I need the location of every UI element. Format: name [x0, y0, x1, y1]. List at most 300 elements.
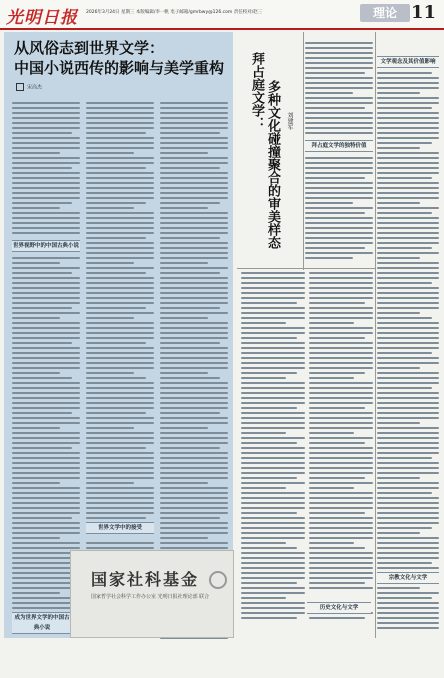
text-line	[309, 352, 373, 354]
text-line	[12, 477, 80, 479]
text-line	[86, 427, 134, 429]
text-line	[12, 452, 80, 454]
text-line	[12, 377, 72, 379]
text-line	[241, 337, 297, 339]
text-line	[305, 92, 353, 94]
text-line	[12, 547, 80, 549]
text-line	[241, 287, 305, 289]
text-line	[86, 417, 154, 419]
text-line	[160, 447, 220, 449]
text-line	[241, 407, 297, 409]
text-line	[309, 312, 373, 314]
text-line	[241, 572, 305, 574]
text-line	[86, 117, 154, 119]
text-line	[377, 237, 439, 239]
text-line	[241, 577, 305, 579]
text-line	[377, 497, 439, 499]
text-line	[12, 107, 80, 109]
text-line	[86, 112, 154, 114]
text-line	[160, 367, 228, 369]
text-line	[377, 387, 432, 389]
text-line	[377, 372, 439, 374]
text-line	[160, 202, 220, 204]
text-line	[309, 477, 365, 479]
text-line	[241, 522, 305, 524]
text-line	[241, 612, 305, 614]
text-line	[160, 122, 228, 124]
text-line	[377, 217, 439, 219]
text-line	[309, 557, 373, 559]
subhead-1: 世界视野中的中国古典小说	[12, 240, 80, 252]
text-line	[86, 172, 154, 174]
text-line	[377, 102, 439, 104]
text-line	[377, 472, 439, 474]
right-intro-column	[305, 42, 373, 262]
text-line	[309, 587, 373, 589]
text-line	[377, 422, 420, 424]
text-line	[309, 387, 373, 389]
text-line	[305, 252, 373, 254]
text-line	[86, 212, 154, 214]
text-line	[377, 492, 432, 494]
text-line	[377, 552, 439, 554]
text-line	[160, 247, 228, 249]
text-line	[309, 362, 373, 364]
author-name: 宋高杰	[27, 84, 43, 91]
column-rule	[303, 32, 304, 270]
text-line	[160, 487, 228, 489]
text-line	[241, 562, 305, 564]
text-line	[160, 227, 228, 229]
text-line	[309, 447, 373, 449]
text-line	[12, 447, 72, 449]
text-line	[86, 152, 134, 154]
text-line	[160, 492, 228, 494]
text-line	[160, 467, 228, 469]
text-line	[241, 317, 305, 319]
text-line	[377, 252, 439, 254]
text-line	[12, 157, 80, 159]
text-line	[160, 277, 228, 279]
text-line	[377, 592, 439, 594]
text-line	[305, 167, 373, 169]
text-line	[241, 497, 305, 499]
text-line	[160, 182, 228, 184]
text-line	[160, 307, 220, 309]
text-line	[309, 517, 373, 519]
text-line	[377, 127, 439, 129]
text-line	[377, 302, 439, 304]
text-line	[86, 542, 154, 544]
text-line	[377, 397, 439, 399]
text-line	[12, 427, 60, 429]
text-line	[241, 447, 305, 449]
text-line	[377, 337, 439, 339]
text-line	[377, 462, 439, 464]
text-line	[305, 112, 373, 114]
text-line	[12, 417, 80, 419]
text-line	[309, 562, 373, 564]
text-line	[12, 387, 80, 389]
column-rule	[375, 32, 376, 638]
text-line	[309, 577, 373, 579]
text-line	[377, 137, 439, 139]
text-line	[160, 317, 208, 319]
text-line	[160, 372, 208, 374]
text-line	[309, 427, 373, 429]
right-text-column-3	[377, 42, 439, 632]
text-line	[86, 372, 134, 374]
text-line	[377, 467, 439, 469]
text-line	[12, 217, 80, 219]
text-line	[86, 467, 154, 469]
text-line	[160, 402, 228, 404]
text-line	[377, 247, 432, 249]
text-line	[241, 517, 305, 519]
text-line	[86, 127, 154, 129]
text-line	[160, 457, 228, 459]
text-line	[12, 177, 80, 179]
text-line	[377, 207, 439, 209]
text-line	[86, 192, 154, 194]
text-line	[12, 537, 60, 539]
text-line	[12, 287, 80, 289]
text-line	[12, 587, 72, 589]
text-line	[160, 462, 228, 464]
text-line	[241, 297, 305, 299]
fund-subtitle: 国家哲学社会科学工作办公室 光明日报社理论部 联合	[91, 594, 210, 600]
text-line	[377, 557, 439, 559]
text-line	[241, 382, 305, 384]
text-line	[377, 177, 432, 179]
text-line	[309, 462, 373, 464]
text-line	[86, 507, 154, 509]
text-line	[241, 412, 305, 414]
article-byline: 刘建军	[286, 112, 293, 130]
text-line	[86, 102, 154, 104]
text-line	[241, 427, 305, 429]
text-line	[160, 252, 228, 254]
text-line	[160, 137, 228, 139]
text-line	[309, 282, 373, 284]
text-line	[241, 512, 297, 514]
text-line	[305, 122, 373, 124]
text-line	[305, 42, 373, 44]
text-line	[377, 357, 439, 359]
text-line	[309, 502, 373, 504]
text-line	[309, 297, 373, 299]
text-line	[160, 127, 228, 129]
text-line	[377, 427, 439, 429]
text-line	[12, 552, 72, 554]
text-line	[12, 442, 80, 444]
text-line	[86, 107, 154, 109]
text-line	[377, 117, 439, 119]
article-title-line-1: 拜占庭文学：	[249, 52, 264, 130]
text-line	[86, 442, 154, 444]
text-line	[160, 392, 228, 394]
text-line	[305, 117, 373, 119]
text-line	[305, 202, 353, 204]
text-line	[160, 512, 228, 514]
text-line	[12, 392, 80, 394]
text-line	[377, 417, 439, 419]
text-line	[241, 387, 305, 389]
text-line	[377, 377, 439, 379]
text-line	[305, 72, 365, 74]
text-line	[241, 472, 305, 474]
text-line	[309, 567, 373, 569]
text-line	[12, 142, 80, 144]
text-line	[305, 162, 373, 164]
text-line	[241, 372, 297, 374]
text-line	[377, 437, 439, 439]
text-line	[377, 282, 432, 284]
text-line	[377, 132, 439, 134]
text-line	[377, 292, 439, 294]
text-line	[86, 447, 146, 449]
text-line	[309, 397, 373, 399]
text-line	[309, 347, 373, 349]
text-line	[377, 487, 439, 489]
text-line	[309, 437, 373, 439]
text-line	[86, 312, 154, 314]
text-line	[12, 182, 80, 184]
text-line	[309, 327, 373, 329]
text-line	[12, 307, 72, 309]
text-line	[86, 352, 154, 354]
text-line	[305, 47, 373, 49]
text-line	[241, 507, 305, 509]
page-number: 11	[410, 2, 436, 23]
text-line	[377, 402, 439, 404]
text-line	[160, 377, 220, 379]
text-line	[309, 307, 373, 309]
text-line	[12, 407, 80, 409]
text-line	[160, 497, 228, 499]
text-line	[241, 422, 305, 424]
text-line	[377, 297, 439, 299]
text-line	[86, 437, 154, 439]
text-line	[309, 377, 354, 379]
text-line	[160, 132, 220, 134]
text-line	[160, 302, 228, 304]
text-line	[12, 257, 80, 259]
text-line	[309, 402, 373, 404]
text-line	[12, 172, 80, 174]
text-line	[160, 427, 208, 429]
text-line	[86, 332, 154, 334]
text-line	[309, 482, 373, 484]
text-line	[309, 412, 373, 414]
text-line	[377, 307, 439, 309]
text-line	[309, 317, 373, 319]
left-article	[4, 32, 233, 638]
text-line	[12, 422, 80, 424]
headline-line-2: 中国小说西传的影响与美学重构	[14, 59, 225, 77]
text-line	[12, 292, 80, 294]
text-line	[86, 232, 154, 234]
text-line	[377, 112, 439, 114]
right-article	[237, 32, 441, 638]
text-line	[241, 377, 286, 379]
text-line	[86, 387, 154, 389]
text-line	[309, 497, 373, 499]
text-line	[241, 292, 305, 294]
text-line	[86, 327, 154, 329]
text-line	[12, 467, 80, 469]
text-line	[377, 602, 439, 604]
text-line	[12, 432, 80, 434]
text-line	[377, 202, 420, 204]
text-line	[160, 387, 228, 389]
text-line	[86, 187, 154, 189]
text-line	[377, 317, 432, 319]
text-line	[241, 362, 305, 364]
text-line	[12, 337, 80, 339]
text-line	[86, 517, 146, 519]
text-line	[241, 347, 305, 349]
text-line	[377, 617, 439, 619]
text-line	[160, 417, 228, 419]
text-line	[160, 147, 228, 149]
text-line	[12, 212, 80, 214]
text-line	[305, 132, 373, 134]
text-line	[377, 227, 439, 229]
text-line	[86, 182, 154, 184]
text-line	[309, 522, 373, 524]
text-line	[12, 462, 80, 464]
text-line	[160, 107, 228, 109]
text-line	[241, 402, 305, 404]
text-line	[377, 457, 432, 459]
text-line	[12, 302, 80, 304]
text-line	[309, 332, 373, 334]
text-line	[86, 282, 154, 284]
text-line	[12, 497, 80, 499]
text-line	[377, 407, 439, 409]
text-line	[241, 492, 305, 494]
text-line	[241, 437, 305, 439]
right-subhead-4: 宗教文化与文学	[377, 572, 439, 584]
text-line	[86, 297, 154, 299]
text-line	[241, 302, 297, 304]
text-line	[305, 87, 373, 89]
text-line	[160, 212, 228, 214]
text-line	[241, 417, 305, 419]
text-line	[160, 432, 228, 434]
text-line	[377, 507, 439, 509]
text-line	[86, 502, 154, 504]
text-line	[12, 227, 80, 229]
text-line	[309, 532, 373, 534]
text-line	[377, 527, 432, 529]
text-line	[377, 182, 439, 184]
text-line	[377, 382, 439, 384]
text-line	[12, 297, 80, 299]
text-line	[160, 362, 228, 364]
text-line	[86, 157, 154, 159]
text-line	[305, 242, 373, 244]
text-line	[241, 457, 305, 459]
text-line	[309, 277, 373, 279]
text-line	[160, 327, 228, 329]
text-line	[12, 117, 80, 119]
text-line	[377, 212, 432, 214]
text-line	[160, 357, 228, 359]
fund-title: 国家社科基金	[91, 570, 200, 589]
text-line	[160, 152, 208, 154]
text-line	[86, 397, 154, 399]
text-line	[305, 102, 373, 104]
text-line	[160, 542, 228, 544]
text-line	[86, 492, 154, 494]
text-line	[305, 107, 365, 109]
text-line	[86, 357, 154, 359]
text-line	[12, 347, 80, 349]
text-line	[86, 272, 146, 274]
text-line	[377, 157, 439, 159]
text-line	[309, 472, 373, 474]
text-line	[309, 512, 365, 514]
text-line	[160, 237, 220, 239]
text-line	[12, 482, 60, 484]
text-line	[86, 412, 146, 414]
text-line	[86, 267, 154, 269]
text-line	[160, 117, 228, 119]
text-line	[160, 522, 228, 524]
text-line	[241, 527, 305, 529]
text-line	[305, 207, 373, 209]
text-line	[305, 247, 365, 249]
column-rule	[237, 268, 375, 269]
text-line	[309, 422, 373, 424]
text-line	[305, 77, 373, 79]
text-line	[12, 122, 80, 124]
text-line	[241, 462, 305, 464]
text-line	[241, 537, 305, 539]
text-line	[160, 297, 228, 299]
text-line	[241, 322, 286, 324]
text-line	[377, 87, 439, 89]
text-line	[377, 327, 439, 329]
text-line	[377, 612, 439, 614]
text-line	[12, 367, 80, 369]
text-line	[377, 167, 439, 169]
text-line	[241, 307, 305, 309]
text-line	[86, 402, 154, 404]
text-line	[241, 587, 305, 589]
text-line	[309, 287, 373, 289]
text-line	[86, 347, 154, 349]
text-line	[12, 362, 80, 364]
text-line	[160, 217, 228, 219]
author-icon	[16, 83, 24, 91]
text-line	[241, 592, 305, 594]
text-line	[241, 542, 286, 544]
text-line	[377, 332, 439, 334]
text-line	[241, 272, 305, 274]
text-line	[241, 532, 305, 534]
text-line	[377, 522, 439, 524]
text-line	[305, 177, 365, 179]
text-line	[160, 507, 228, 509]
text-line	[86, 377, 146, 379]
text-line	[241, 547, 297, 549]
text-line	[160, 342, 220, 344]
text-line	[241, 557, 305, 559]
text-line	[241, 277, 305, 279]
